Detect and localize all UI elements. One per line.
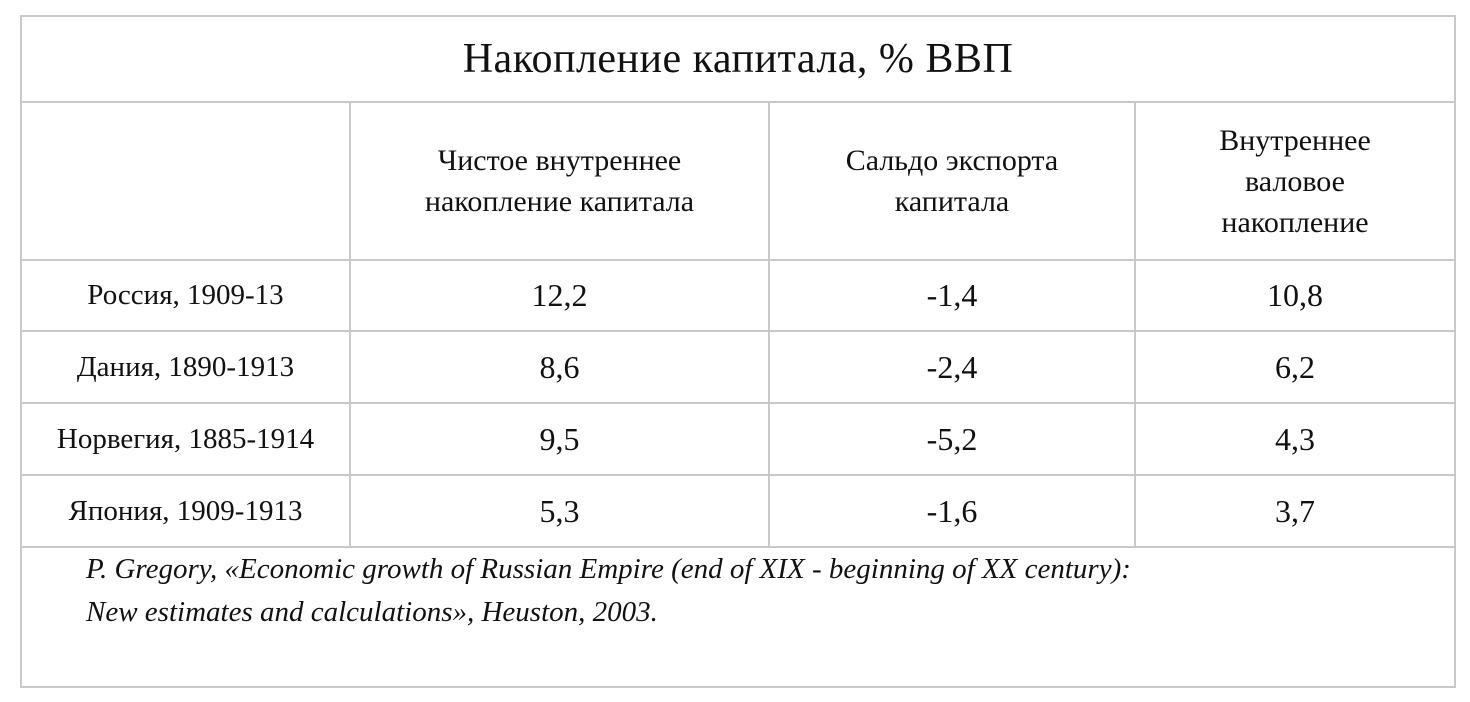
table-row	[22, 331, 1454, 403]
header-export-balance-label: Сальдо экспорта капитала	[845, 144, 1059, 218]
table-title: Накопление капитала, % ВВП	[22, 17, 1454, 102]
country-cell: Дания, 1890-1913	[22, 331, 350, 403]
net-domestic-cell: 8,6	[350, 331, 769, 403]
country-cell: Япония, 1909-1913	[22, 475, 350, 547]
export-balance-cell: -1,6	[769, 475, 1135, 547]
capital-accumulation-table	[22, 17, 1454, 548]
country-cell: Россия, 1909-13	[22, 260, 350, 331]
table-row	[22, 260, 1454, 331]
gross-domestic-cell: 4,3	[1135, 403, 1454, 475]
header-net-domestic-label: Чистое внутреннее накопление капитала	[424, 144, 695, 218]
source-citation: P. Gregory, «Economic growth of Russian Empire (end of XIX - beginning of XX century): New estimates and calculations», Heuston, 2003.	[86, 553, 1131, 628]
header-gross-domestic-label: Внутреннее валовое накопление	[1219, 123, 1371, 239]
export-balance-cell: -2,4	[769, 331, 1135, 403]
header-gross-domestic	[1135, 102, 1454, 260]
title-row	[22, 17, 1454, 102]
export-balance-cell: -1,4	[769, 260, 1135, 331]
table-row	[22, 475, 1454, 547]
net-domestic-cell: 5,3	[350, 475, 769, 547]
export-balance-cell: -5,2	[769, 403, 1135, 475]
table-row	[22, 403, 1454, 475]
net-domestic-cell: 9,5	[350, 403, 769, 475]
header-row	[22, 102, 1454, 260]
net-domestic-cell: 12,2	[350, 260, 769, 331]
gross-domestic-cell: 3,7	[1135, 475, 1454, 547]
header-cell-empty	[22, 102, 350, 260]
gross-domestic-cell: 6,2	[1135, 331, 1454, 403]
country-cell: Норвегия, 1885-1914	[22, 403, 350, 475]
header-net-domestic	[350, 102, 769, 260]
gross-domestic-cell: 10,8	[1135, 260, 1454, 331]
header-export-balance	[769, 102, 1135, 260]
